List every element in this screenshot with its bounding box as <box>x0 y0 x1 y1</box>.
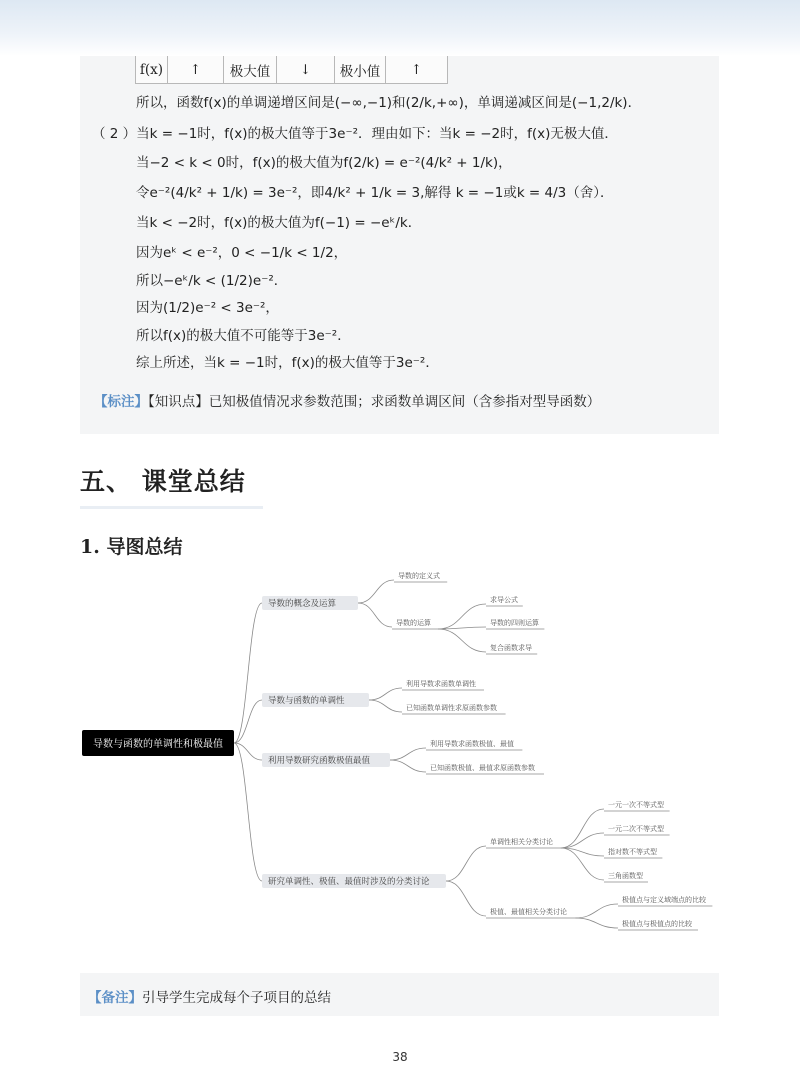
mind-map-connector <box>358 580 394 603</box>
solution-line: 综上所述，当k = −1时，f(x)的极大值等于3e⁻²． <box>136 355 439 371</box>
mind-map-connector <box>561 848 604 880</box>
mind-map-connector <box>358 603 392 627</box>
mind-map-subtopic-label: 三角函数型 <box>608 872 643 880</box>
mind-map-connector <box>561 809 604 848</box>
page-header-band <box>0 0 800 56</box>
remark-text: 引导学生完成每个子项目的总结 <box>142 990 331 1006</box>
mind-map-connector <box>446 881 486 916</box>
solution-line: 所以，函数f(x)的单调递增区间是(−∞,−1)和(2/k,+∞)，单调递减区间是(−1,2/k)． <box>136 95 642 111</box>
subsection-number: 1. <box>80 536 100 558</box>
mind-map-subtopic-label: 极值点与定义域端点的比较 <box>622 896 706 904</box>
mind-map-subtopic-label: 指对数不等式型 <box>608 848 657 856</box>
table-cell: ↑ <box>385 56 448 84</box>
solution-line: 当−2 < k < 0时，f(x)的极大值为f(2/k) = e⁻²(4/k² + 1/k)， <box>136 155 512 171</box>
table-cell: 极小值 <box>334 56 386 84</box>
remark-label: 【备注】 <box>88 990 142 1006</box>
monotonicity-table-row <box>136 56 448 84</box>
annotation-line <box>94 390 600 410</box>
remark-line <box>88 986 331 1006</box>
subsection-title: 导图总结 <box>106 536 183 558</box>
solution-line: 令e⁻²(4/k² + 1/k) = 3e⁻²，即4/k² + 1/k = 3,解得 k = −1或k = 4/3（舍）． <box>136 185 614 201</box>
solution-line: 所以f(x)的极大值不可能等于3e⁻²． <box>136 328 351 344</box>
mind-map-topic-label: 单调性相关分类讨论 <box>490 838 553 846</box>
mind-map-connector <box>234 743 262 881</box>
solution-line: 当k < −2时，f(x)的极大值为f(−1) = −eᵏ/k． <box>136 215 422 231</box>
mind-map-subtopic-label: 复合函数求导 <box>490 644 532 652</box>
table-cell: 极大值 <box>223 56 277 84</box>
mind-map-connector <box>438 604 486 629</box>
mind-map-subtopic-label: 一元二次不等式型 <box>608 825 664 833</box>
solution-box <box>80 56 719 434</box>
mind-map-connector <box>369 700 402 712</box>
mind-map-connector <box>575 918 618 928</box>
mind-map-connector <box>390 760 426 772</box>
solution-line: 因为eᵏ < e⁻²，0 < −1/k < 1/2， <box>136 245 348 261</box>
section-heading: 五、 课堂总结 <box>80 467 246 496</box>
mind-map-topic-label: 利用导数求函数极值、最值 <box>430 740 514 748</box>
mind-map-connector <box>369 688 402 700</box>
section-heading-underline <box>80 506 263 509</box>
mind-map-topic-label: 导数的定义式 <box>398 572 440 580</box>
annotation-label: 【标注】 <box>94 394 148 410</box>
subsection-heading <box>80 532 182 559</box>
mind-map-root-label: 导数与函数的单调性和极最值 <box>93 739 223 750</box>
mind-map-topic-label: 利用导数求函数单调性 <box>406 680 476 688</box>
annotation-text: 【知识点】已知极值情况求参数范围；求函数单调区间（含参指对型导函数） <box>148 394 601 410</box>
table-cell: f(x) <box>135 56 168 84</box>
mind-map-connector <box>575 904 618 918</box>
mind-map-topic-label: 已知函数极值、最值求原函数参数 <box>430 764 535 772</box>
remark-box <box>80 973 719 1016</box>
solution-line: （ 2 ）当k = −1时，f(x)的极大值等于3e⁻²．理由如下：当k = −2时，f(x)无极大值． <box>92 126 618 142</box>
mind-map-connector <box>561 833 604 848</box>
solution-line: 所以−eᵏ/k < (1/2)e⁻²． <box>136 273 288 289</box>
mind-map-branch-label: 导数与函数的单调性 <box>268 696 345 706</box>
table-cell: ↑ <box>167 56 224 84</box>
mind-map-topic-label: 导数的运算 <box>396 619 431 627</box>
mind-map-connector <box>446 846 486 881</box>
mind-map-topic-label: 已知函数单调性求原函数参数 <box>406 704 497 712</box>
mind-map <box>0 560 800 960</box>
page-number: 38 <box>392 1050 408 1064</box>
mind-map-connector <box>234 743 262 760</box>
solution-line: 因为(1/2)e⁻² < 3e⁻²， <box>136 300 279 316</box>
mind-map-topic-label: 极值、最值相关分类讨论 <box>490 908 567 916</box>
mind-map-branch-label: 导数的概念及运算 <box>268 599 337 609</box>
mind-map-branch-label: 研究单调性、极值、最值时涉及的分类讨论 <box>268 877 430 887</box>
mind-map-subtopic-label: 极值点与极值点的比较 <box>622 920 692 928</box>
table-cell: ↓ <box>276 56 335 84</box>
mind-map-subtopic-label: 一元一次不等式型 <box>608 801 664 809</box>
mind-map-connector <box>438 629 486 652</box>
mind-map-connector <box>234 700 262 743</box>
mind-map-subtopic-label: 求导公式 <box>490 596 518 604</box>
mind-map-branch-label: 利用导数研究函数极值最值 <box>268 756 371 766</box>
mind-map-subtopic-label: 导数的四则运算 <box>490 619 539 627</box>
mind-map-connector <box>390 748 426 760</box>
